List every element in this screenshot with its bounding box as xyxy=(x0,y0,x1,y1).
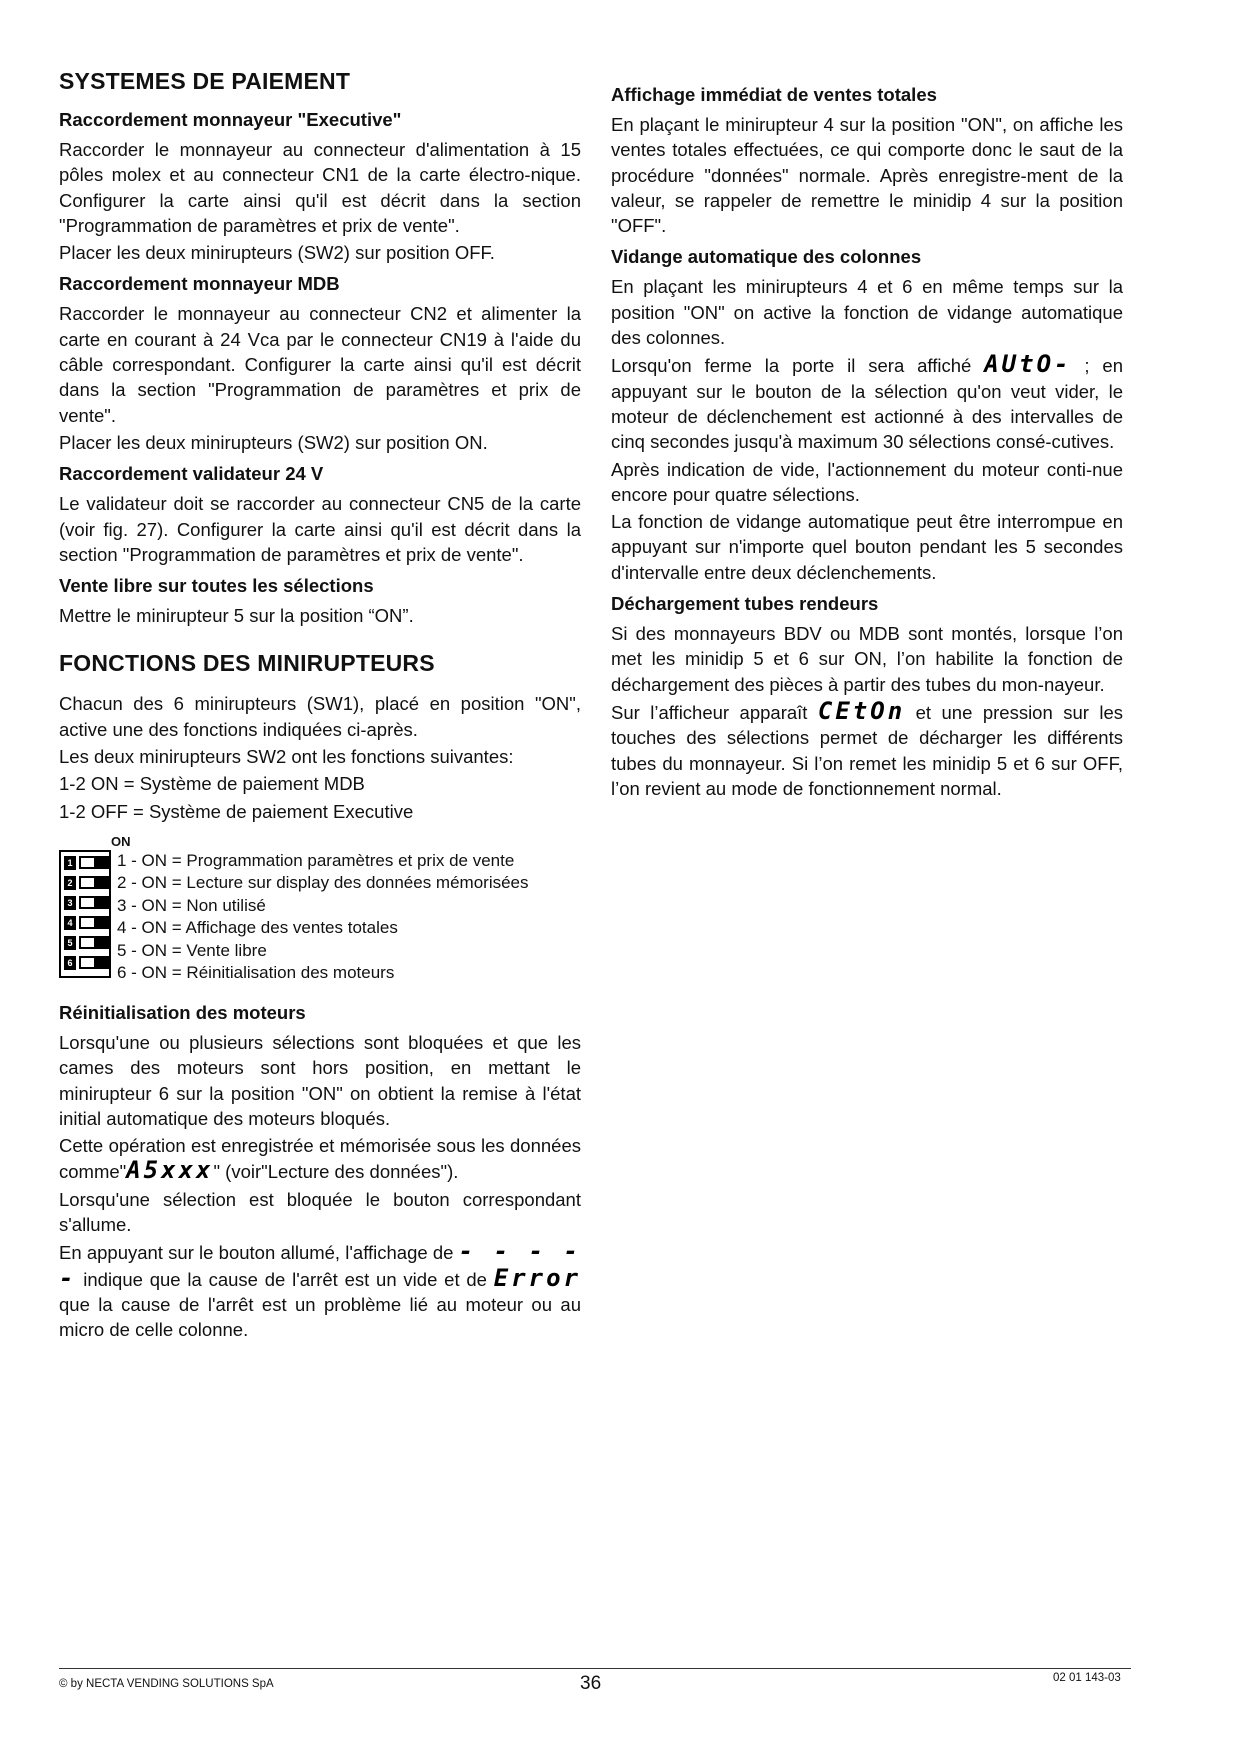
doc-code: 02 01 143-03 xyxy=(1053,1672,1121,1684)
dip-number: 4 xyxy=(64,916,76,930)
dip-toggle-icon xyxy=(79,856,109,869)
lcd-code-auto: AUtO- xyxy=(984,350,1072,379)
paragraph-reset-4 xyxy=(59,1239,581,1342)
heading-executive: Raccordement monnayeur "Executive" xyxy=(59,109,402,130)
heading-tube-discharge: Déchargement tubes rendeurs xyxy=(611,593,879,615)
dip-labels xyxy=(117,850,587,985)
dip-toggle-icon xyxy=(79,916,109,929)
dip-label-3: 3 - ON = Non utilisé xyxy=(117,895,266,915)
paragraph-validator-1: Le validateur doit se raccorder au connecteur CN5 de la carte (voir fig. 27). Configurer la carte ainsi qu'il est décrit dans la section "Programmation de paramètres et prix de vente". xyxy=(59,493,581,565)
dip-switch-1 xyxy=(64,854,108,872)
footer-divider xyxy=(59,1668,1131,1669)
auto-empty-2-text-a: Lorsqu'on ferme la porte il sera affiché xyxy=(611,355,972,377)
reset-4-text-c: que la cause de l'arrêt est un problème lié au moteur ou au micro de celle colonne. xyxy=(59,1293,581,1341)
dip-switch-2 xyxy=(64,874,108,892)
dip-switch-box xyxy=(59,850,111,978)
paragraph-mdb-1: Raccorder le monnayeur au connecteur CN2 et alimenter la carte en courant à 24 Vca par le connecteur CN19 à l'aide du câble correspondant. Configurer la carte ainsi qu'il est décrit dans la section "Programmation de paramètres et prix de vente". xyxy=(59,303,581,426)
paragraph-auto-empty-2 xyxy=(611,352,1123,454)
dip-number: 5 xyxy=(64,936,76,950)
paragraph-total-sales-1: En plaçant le minirupteur 4 sur la position "ON", on affiche les ventes totales effectuées, ce qui comporte donc le saut de la procédure "données" normale. Après enregistre-ment de la valeur, se rappeler de remettre le minidip 4 sur la position "OFF". xyxy=(611,114,1123,237)
paragraph-auto-empty-3: Après indication de vide, l'actionnement du moteur conti-nue encore pour quatre sélections. xyxy=(611,458,1123,505)
section-title-dip-functions: FONCTIONS DES MINIRUPTEURS xyxy=(59,650,435,677)
paragraph-reset-3: Lorsqu'une sélection est bloquée le bouton correspondant s'allume. xyxy=(59,1188,581,1236)
dip-label-6: 6 - ON = Réinitialisation des moteurs xyxy=(117,963,395,983)
paragraph-functions-3: 1-2 ON = Système de paiement MDB xyxy=(59,773,365,795)
right-column xyxy=(611,76,1123,803)
page-number: 36 xyxy=(580,1673,602,1694)
dip-toggle-icon xyxy=(79,956,109,969)
dip-toggle-icon xyxy=(79,896,109,909)
tube-discharge-2-text-a: Sur l’afficheur apparaît xyxy=(611,701,808,723)
dip-switch-4 xyxy=(64,914,108,932)
dip-label-4: 4 - ON = Affichage des ventes totales xyxy=(117,918,398,938)
heading-free-sale: Vente libre sur toutes les sélections xyxy=(59,575,374,597)
dip-switch-3 xyxy=(64,894,108,912)
lcd-code-ceton: CEtOn xyxy=(817,696,906,725)
lcd-code-dashes: - - - - - xyxy=(59,1237,581,1292)
paragraph-tube-discharge-1: Si des monnayeurs BDV ou MDB sont montés, lorsque l’on met les minidip 5 et 6 sur ON, l’on habilite la fonction de déchargement des pièces à partir des tubes du mon-nayeur. xyxy=(611,623,1123,695)
dip-label-2: 2 - ON = Lecture sur display des données mémorisées xyxy=(117,873,529,893)
paragraph-reset-2 xyxy=(59,1133,581,1185)
left-column xyxy=(59,62,581,1345)
paragraph-auto-empty-1: En plaçant les minirupteurs 4 et 6 en même temps sur la position "ON" on active la fonction de vidange automatique des colonnes. xyxy=(611,276,1123,349)
section-title-payment: SYSTEMES DE PAIEMENT xyxy=(59,68,351,94)
heading-auto-empty: Vidange automatique des colonnes xyxy=(611,246,922,268)
reset-4-text-b: indique que la cause de l'arrêt est un vide et de xyxy=(83,1268,487,1290)
lcd-code-error: Error xyxy=(493,1263,582,1292)
reset-4-text-a: En appuyant sur le bouton allumé, l'affichage de xyxy=(59,1242,454,1264)
paragraph-functions-1: Chacun des 6 minirupteurs (SW1), placé en position "ON", active une des fonctions indiquées ci-après. xyxy=(59,693,581,740)
dip-on-label: ON xyxy=(111,833,131,849)
lcd-code-a5xxx: A5xxx xyxy=(126,1156,214,1185)
heading-total-sales: Affichage immédiat de ventes totales xyxy=(611,84,937,105)
paragraph-reset-1: Lorsqu'une ou plusieurs sélections sont bloquées et que les cames des moteurs sont hors position, en mettant le minirupteur 6 sur la position "ON" on obtient la remise à l'état initial automatique des moteurs bloqués. xyxy=(59,1031,581,1129)
reset-2-text-a: Cette opération est enregistrée et mémorisée sous les données comme" xyxy=(59,1135,581,1183)
paragraph-functions-2: Les deux minirupteurs SW2 ont les fonctions suivantes: xyxy=(59,746,514,768)
paragraph-executive-1: Raccorder le monnayeur au connecteur d'alimentation à 15 pôles molex et au connecteur CN1 de la carte électro-nique. Configurer la carte ainsi qu'il est décrit dans la section "Programmation de paramètres et prix de vente". xyxy=(59,139,581,236)
dip-label-1: 1 - ON = Programmation paramètres et prix de vente xyxy=(117,850,515,870)
reset-2-text-b: " (voir"Lecture des données"). xyxy=(213,1161,459,1183)
paragraph-tube-discharge-2 xyxy=(611,696,1124,801)
auto-empty-2-text-b: ; en appuyant sur le bouton de la sélection qu'on veut vider, le moteur de déclenchement est actionné à des intervalles de cinq secondes jusqu'à maximum 30 sélections consé-cutives. xyxy=(611,355,1124,453)
dip-switch-6 xyxy=(64,954,108,972)
paragraph-auto-empty-4: La fonction de vidange automatique peut être interrompue en appuyant sur n'importe quel bouton pendant les 5 secondes d'intervalle entre deux déclenchements. xyxy=(611,511,1123,583)
heading-mdb: Raccordement monnayeur MDB xyxy=(59,273,340,295)
paragraph-executive-2: Placer les deux minirupteurs (SW2) sur position OFF. xyxy=(59,242,495,264)
heading-motor-reset: Réinitialisation des moteurs xyxy=(59,1001,306,1023)
dip-toggle-icon xyxy=(79,876,109,889)
paragraph-functions-4: 1-2 OFF = Système de paiement Executive xyxy=(59,800,414,822)
dip-number: 2 xyxy=(64,876,76,890)
dip-label-5: 5 - ON = Vente libre xyxy=(117,940,267,960)
dip-switch-diagram xyxy=(59,834,581,982)
dip-number: 3 xyxy=(64,896,76,910)
dip-toggle-icon xyxy=(79,936,109,949)
dip-switch-5 xyxy=(64,934,108,952)
footer-copyright: © by NECTA VENDING SOLUTIONS SpA xyxy=(59,1678,274,1690)
paragraph-mdb-2: Placer les deux minirupteurs (SW2) sur position ON. xyxy=(59,431,488,453)
dip-number: 1 xyxy=(64,856,76,870)
heading-validator: Raccordement validateur 24 V xyxy=(59,463,324,485)
dip-number: 6 xyxy=(64,956,76,970)
tube-discharge-2-text-b: et une pression sur les touches des sélections permet de décharger les différents tubes du monnayeur. Si l’on remet les minidip 5 et 6 sur OFF, l’on revient au mode de fonctionnement normal. xyxy=(611,701,1124,799)
paragraph-free-sale-1: Mettre le minirupteur 5 sur la position “ON”. xyxy=(59,605,414,627)
